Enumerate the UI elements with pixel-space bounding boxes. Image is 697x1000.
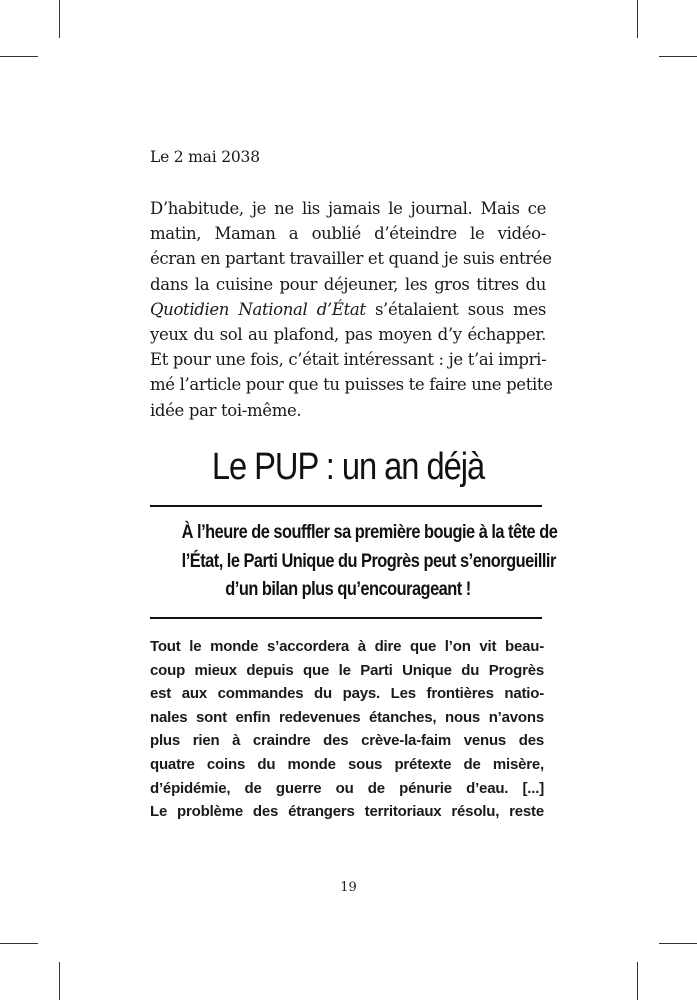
body-line: quatre coins du monde sous prétexte de misère,: [150, 755, 544, 773]
body-line: d’épidémie, de guerre ou de pénurie d’eau. [...]: [150, 779, 544, 797]
newspaper-title: Quotidien National d’État: [150, 299, 366, 319]
lede-line: d’un bilan plus qu’encourageant !: [225, 578, 471, 600]
intro-line: D’habitude, je ne lis jamais le journal. Mais ce: [150, 199, 546, 218]
article-lede: [150, 518, 558, 604]
lede-line: À l’heure de souffler sa première bougie à la tête de: [181, 521, 558, 543]
crop-mark-top-left-h: [0, 56, 38, 57]
diary-intro: [150, 196, 553, 423]
intro-line: yeux du sol au plafond, pas moyen d’y échapper.: [150, 325, 546, 345]
diary-date: Le 2 mai 2038: [150, 148, 260, 166]
intro-line: idée par toi-même.: [150, 400, 302, 420]
body-line: coup mieux depuis que le Parti Unique du Progrès: [150, 661, 544, 679]
body-line: Le problème des étrangers territoriaux résolu, reste: [150, 803, 544, 821]
crop-mark-bottom-right-h: [659, 943, 697, 944]
body-line: nales sont enfin redevenues étanches, nous n’avons: [150, 708, 544, 726]
headline-divider-top: [150, 505, 542, 507]
crop-mark-bottom-left-v: [59, 962, 60, 1000]
body-line: plus rien à craindre des crève-la-faim venus des: [150, 732, 544, 750]
crop-mark-bottom-left-h: [0, 943, 38, 944]
page-number: 19: [340, 880, 357, 895]
intro-line-with-title: [150, 297, 546, 322]
intro-line: Et pour une fois, c’était intéressant : je t’ai impri-: [150, 350, 547, 370]
crop-mark-top-right-h: [659, 56, 697, 57]
intro-line: mé l’article pour que tu puisses te faire une petite: [150, 375, 553, 395]
lede-divider-bottom: [150, 617, 542, 619]
body-line: Tout le monde s’accordera à dire que l’on vit beau-: [150, 638, 544, 655]
intro-line: dans la cuisine pour déjeuner, les gros titres du: [150, 274, 546, 294]
intro-line: matin, Maman a oublié d’éteindre le vidéo-: [150, 224, 546, 244]
article-headline: Le PUP : un an déjà: [211, 446, 485, 488]
crop-mark-top-right-v: [637, 0, 638, 38]
article-body: [150, 635, 544, 824]
crop-mark-top-left-v: [59, 0, 60, 38]
intro-line: écran en partant travailler et quand je suis entrée: [150, 249, 552, 269]
lede-line: l’État, le Parti Unique du Progrès peut s’enorgueillir: [181, 549, 556, 572]
body-line: est aux commandes du pays. Les frontières natio-: [150, 685, 544, 703]
crop-mark-bottom-right-v: [637, 962, 638, 1000]
intro-line-rest: s’étalaient sous mes: [365, 299, 546, 319]
